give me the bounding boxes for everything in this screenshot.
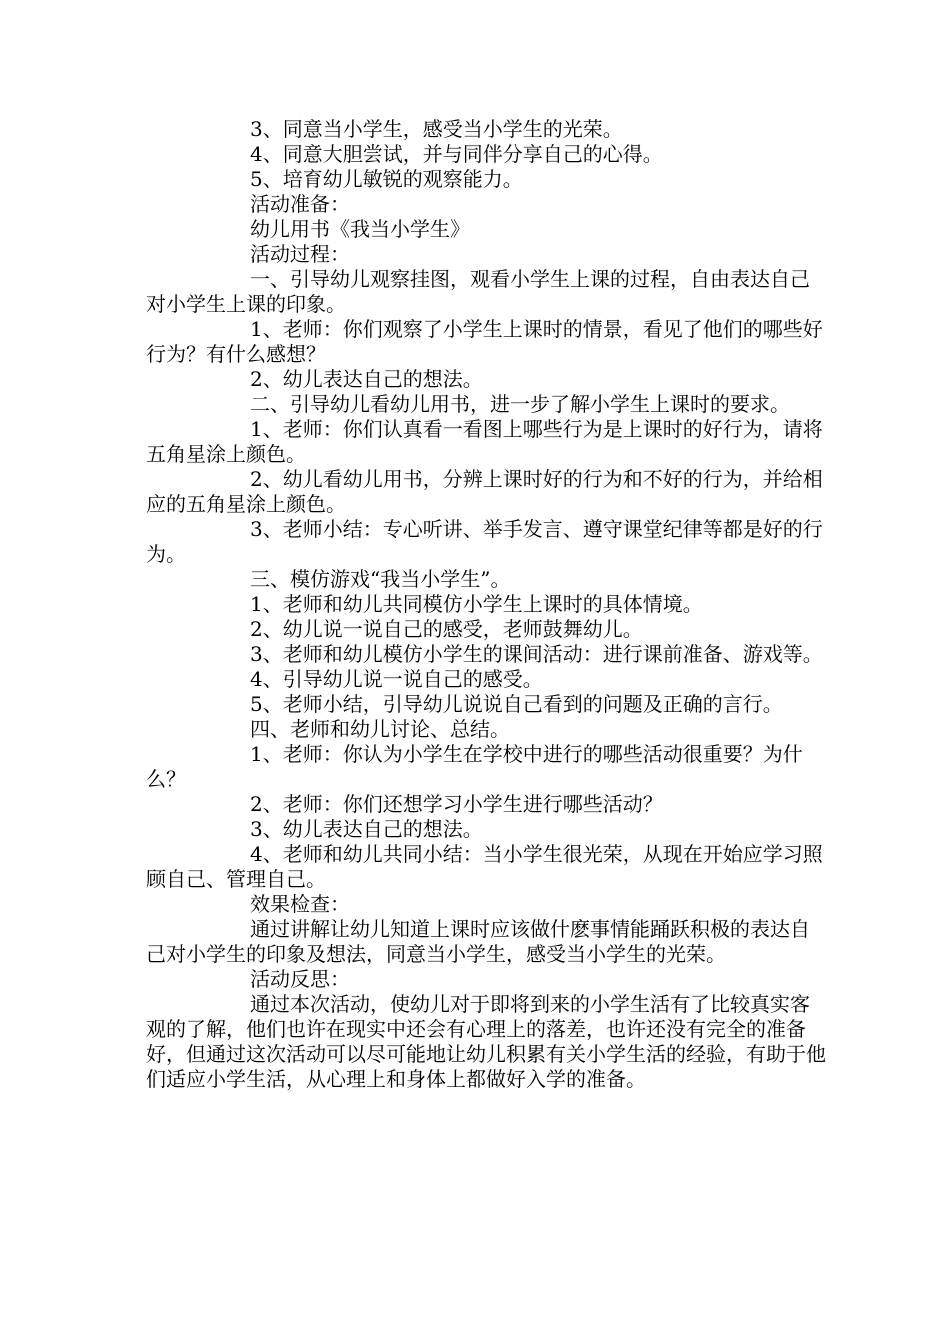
process-step-4-item-4: 4、老师和幼儿共同小结：当小学生很光荣，从现在开始应学习照顾自己、管理自己。 bbox=[146, 842, 823, 891]
process-step-2-item-2: 2、幼儿看幼儿用书，分辨上课时好的行为和不好的行为，并给相应的五角星涂上颜色。 bbox=[146, 467, 823, 516]
process-step-4-item-1: 1、老师：你认为小学生在学校中进行的哪些活动很重要？为什么？ bbox=[146, 742, 803, 791]
process-step-1-item-1: 1、老师：你们观察了小学生上课时的情景，看见了他们的哪些好行为？有什么感想？ bbox=[146, 317, 823, 366]
process-step-1: 一、引导幼儿观察挂图，观看小学生上课的过程，自由表达自己对小学生上课的印象。 bbox=[146, 267, 810, 316]
process-step-3-item-4: 4、引导幼儿说一说自己的感受。 bbox=[250, 667, 543, 691]
process-step-2: 二、引导幼儿看幼儿用书，进一步了解小学生上课时的要求。 bbox=[250, 392, 790, 416]
preparation-text: 幼儿用书《我当小学生》 bbox=[250, 217, 470, 241]
heading-reflection: 活动反思： bbox=[250, 967, 350, 991]
process-step-2-item-3: 3、老师小结：专心听讲、举手发言、遵守课堂纪律等都是好的行为。 bbox=[146, 517, 823, 566]
process-step-3: 三、模仿游戏“我当小学生”。 bbox=[250, 567, 511, 591]
goal-5: 5、培育幼儿敏锐的观察能力。 bbox=[250, 167, 523, 191]
process-step-3-item-3: 3、老师和幼儿模仿小学生的课间活动：进行课前准备、游戏等。 bbox=[250, 642, 823, 666]
process-step-4-item-2: 2、老师：你们还想学习小学生进行哪些活动？ bbox=[250, 792, 663, 816]
process-step-1-item-2: 2、幼儿表达自己的想法。 bbox=[250, 367, 483, 391]
evaluation-text: 通过讲解让幼儿知道上课时应该做什麽事情能踊跃积极的表达自己对小学生的印象及想法，同意当小学生，感受当小学生的光荣。 bbox=[146, 917, 810, 966]
reflection-text: 通过本次活动，使幼儿对于即将到来的小学生活有了比较真实客观的了解，他们也许在现实中还会有心理上的落差，也许还没有完全的准备好，但通过这次活动可以尽可能地让幼儿积累有关小学生活的经验，有助于他们适应小学生活，从心理上和身体上都做好入学的准备。 bbox=[146, 992, 826, 1091]
process-step-3-item-2: 2、幼儿说一说自己的感受，老师鼓舞幼儿。 bbox=[250, 617, 643, 641]
process-step-4-item-3: 3、幼儿表达自己的想法。 bbox=[250, 817, 483, 841]
process-step-4: 四、老师和幼儿讨论、总结。 bbox=[250, 717, 510, 741]
process-step-2-item-1: 1、老师：你们认真看一看图上哪些行为是上课时的好行为，请将五角星涂上颜色。 bbox=[146, 417, 823, 466]
process-step-3-item-5: 5、老师小结，引导幼儿说说自己看到的问题及正确的言行。 bbox=[250, 692, 783, 716]
heading-preparation: 活动准备： bbox=[250, 192, 350, 216]
process-step-3-item-1: 1、老师和幼儿共同模仿小学生上课时的具体情境。 bbox=[250, 592, 703, 616]
goal-3: 3、同意当小学生，感受当小学生的光荣。 bbox=[250, 117, 623, 141]
heading-evaluation: 效果检查： bbox=[250, 892, 350, 916]
goal-4: 4、同意大胆尝试，并与同伴分享自己的心得。 bbox=[250, 142, 663, 166]
heading-process: 活动过程： bbox=[250, 242, 350, 266]
document-body bbox=[146, 117, 826, 1092]
